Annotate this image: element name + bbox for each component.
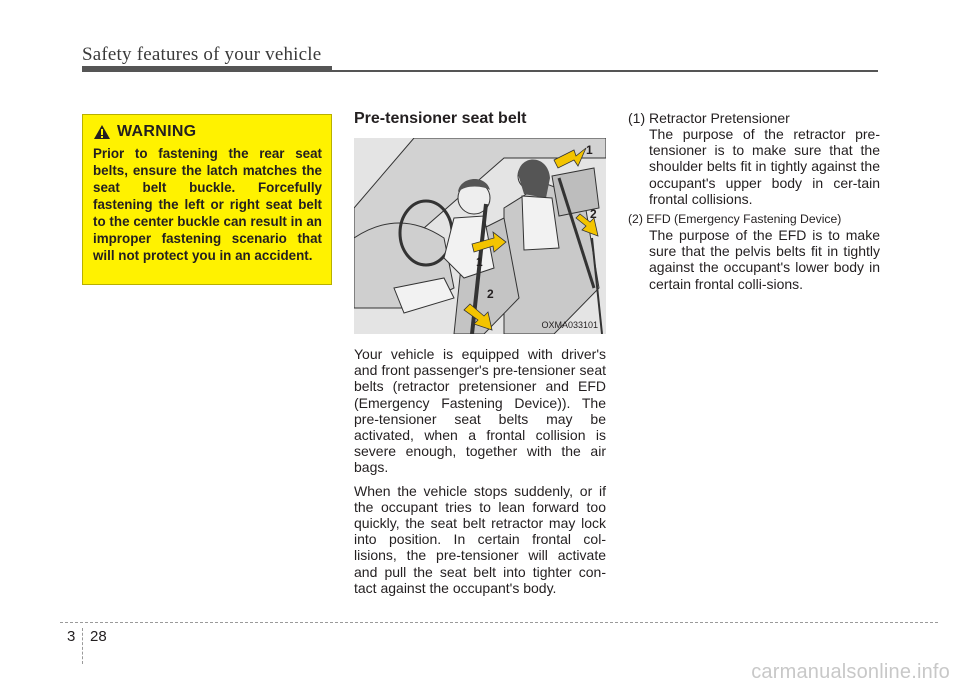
callout-1-top: 1	[586, 143, 593, 157]
warning-triangle-icon	[93, 124, 111, 140]
chapter-number: 3	[67, 628, 76, 645]
callout-2-bottom: 2	[487, 287, 494, 301]
item-body-efd: The purpose of the EFD is to make sure that the pelvis belts fit in tightly against the occupant's lower body in certain frontal colli-sions.	[649, 227, 880, 292]
body-paragraph-1: Your vehicle is equipped with driver's and front passenger's pre-tensioner seat belts (retractor pretensioner and EFD (Emergency Fastening Device)). The pre-tensioner seat belts may be activated, when a frontal collision is severe enough, together with the air bags.	[354, 346, 606, 476]
seatbelt-illustration	[354, 138, 606, 334]
header-rule	[82, 66, 332, 72]
warning-text: Prior to fastening the rear seat belts, ensure the latch matches the seat belt buckle. Forcefully fastening the left or right seat belt to the center buckle can result in an improper fastening scenario that will not protect you in an accident.	[93, 146, 322, 263]
warning-box	[82, 114, 332, 285]
callout-1-bottom: 1	[476, 255, 483, 269]
watermark[interactable]: carmanualsonline.info	[751, 661, 950, 683]
figure-code: OXMA033101	[541, 320, 598, 330]
header-title: Safety features of your vehicle	[82, 44, 322, 65]
warning-header	[93, 123, 322, 141]
item-body-retractor: The purpose of the retractor pre-tensioner is to make sure that the shoulder belts fit in tightly against the occupant's upper body in cer-tain frontal collisions.	[649, 126, 880, 207]
body-paragraph-2: When the vehicle stops suddenly, or if the occupant tries to lean forward too quickly, the seat belt retractor may lock into position. In certain frontal col-lisions, the pre-tensioner will activate and pull the seat belt into tighter con-tact against the occupant's body.	[354, 482, 606, 596]
seatbelt-figure	[354, 138, 606, 334]
page-number: 28	[90, 628, 107, 645]
main-column	[354, 110, 606, 603]
warning-title: WARNING	[117, 123, 197, 140]
item-heading-efd: (2) EFD (Emergency Fastening Device)	[628, 212, 842, 227]
footer-divider	[82, 628, 83, 664]
callout-2-top: 2	[590, 207, 597, 221]
header-rule-thin	[332, 70, 878, 72]
section-title: Pre-tensioner seat belt	[354, 110, 527, 127]
footer-rule	[60, 622, 938, 623]
side-column	[628, 110, 880, 294]
item-heading-retractor: (1) Retractor Pretensioner	[628, 110, 790, 126]
